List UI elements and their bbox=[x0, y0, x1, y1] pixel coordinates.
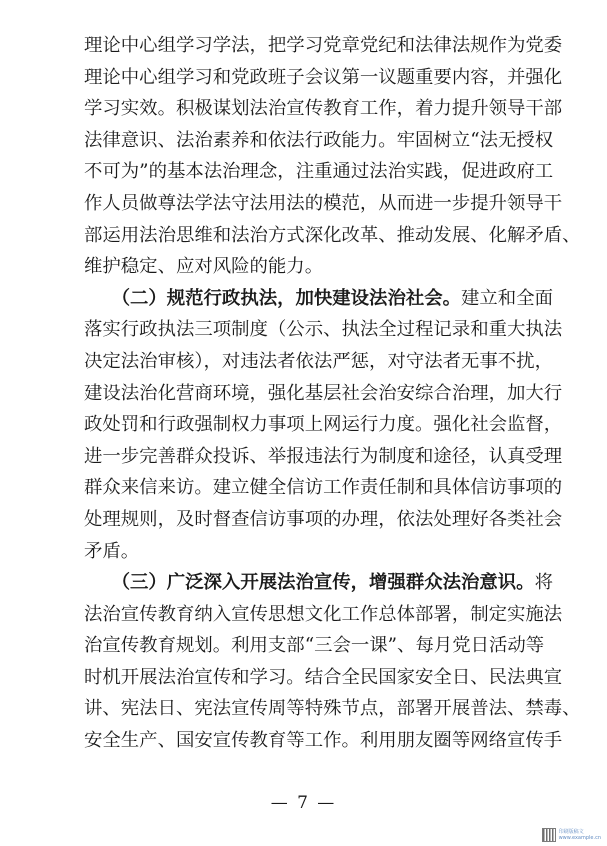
text-line bbox=[84, 630, 545, 662]
page-number: — 7 — bbox=[270, 793, 337, 813]
line-text: 将 bbox=[534, 572, 553, 594]
text-line bbox=[84, 378, 563, 410]
line-text: 时机开展法治宣传和学习。结合全民国家安全日、民法典宣 bbox=[84, 666, 563, 688]
text-line bbox=[84, 725, 563, 757]
text-line bbox=[84, 220, 581, 252]
line-text: 决定法治审核），对违法者依法严惩，对守法者无事不扰， bbox=[84, 350, 553, 372]
line-text: 理论中心组学习学法，把学习党章党纪和法律法规作为党委 bbox=[84, 35, 563, 56]
qr-code-icon bbox=[542, 828, 556, 842]
line-text: 部运用法治思维和法治方式深化改革、推动发展、化解矛盾、 bbox=[84, 224, 581, 246]
text-line bbox=[84, 662, 563, 694]
text-line bbox=[84, 125, 554, 157]
section-heading: （三）广泛深入开展法治宣传，增强群众法治意识。 bbox=[84, 572, 535, 594]
line-text: 群众来信来访。建立健全信访工作责任制和具体信访事项的 bbox=[84, 477, 563, 499]
line-text: 法律意识、法治素养和依法行政能力。牢固树立“法无授权 bbox=[84, 129, 554, 151]
body-text bbox=[84, 30, 581, 757]
line-text: 法治宣传教育纳入宣传思想文化工作总体部署，制定实施法 bbox=[84, 603, 563, 625]
text-line bbox=[84, 62, 563, 94]
watermark-line-1: 印刷版稿文 bbox=[558, 829, 584, 835]
text-line bbox=[84, 536, 526, 568]
line-text: 建立和全面 bbox=[461, 287, 553, 309]
line-text: 治宣传教育规划。利用支部“三会一课”、每月党日活动等 bbox=[84, 635, 545, 657]
line-text: 进一步完善群众投诉、举报违法行为制度和途径，认真受理 bbox=[84, 445, 563, 467]
line-text: 矛盾。 bbox=[84, 540, 140, 562]
text-line bbox=[84, 156, 554, 188]
line-text: 作人员做尊法学法守法用法的模范，从而进一步提升领导干 bbox=[84, 192, 563, 214]
text-line bbox=[84, 346, 553, 378]
text-line bbox=[84, 409, 563, 441]
text-line bbox=[84, 599, 563, 631]
line-text: 落实行政执法三项制度（公示、执法全过程记录和重大执法 bbox=[84, 319, 563, 341]
watermark-line-2: www.example.cn bbox=[558, 835, 601, 841]
line-text: 维护稳定、应对风险的能力。 bbox=[84, 256, 324, 278]
watermark-text bbox=[559, 829, 601, 841]
line-text: 建设法治化营商环境，强化基层社会治安综合治理，加大行 bbox=[84, 382, 563, 404]
text-line bbox=[84, 472, 563, 504]
text-line bbox=[84, 693, 581, 725]
text-line bbox=[84, 93, 563, 125]
line-text: 讲、宪法日、宪法宣传周等特殊节点，部署开展普法、禁毒、 bbox=[84, 698, 581, 720]
line-text: 不可为”的基本法治理念，注重通过法治实践，促进政府工 bbox=[84, 161, 554, 183]
watermark bbox=[542, 828, 601, 842]
text-line bbox=[84, 441, 563, 473]
line-text: 学习实效。积极谋划法治宣传教育工作，着力提升领导干部 bbox=[84, 98, 563, 120]
line-text: 理论中心组学习和党政班子会议第一议题重要内容，并强化 bbox=[84, 66, 563, 88]
line-text: 处理规则，及时督查信访事项的办理，依法处理好各类社会 bbox=[84, 508, 563, 530]
text-line bbox=[84, 567, 553, 599]
text-line bbox=[84, 30, 563, 62]
text-line bbox=[84, 188, 563, 220]
text-line bbox=[84, 251, 526, 283]
text-line bbox=[84, 504, 563, 536]
text-line bbox=[84, 283, 553, 315]
text-line bbox=[84, 314, 563, 346]
line-text: 安全生产、国安宣传教育等工作。利用朋友圈等网络宣传手 bbox=[84, 730, 563, 752]
section-heading: （二）规范行政执法，加快建设法治社会。 bbox=[84, 287, 462, 309]
line-text: 政处罚和行政强制权力事项上网运行力度。强化社会监督， bbox=[84, 414, 563, 436]
